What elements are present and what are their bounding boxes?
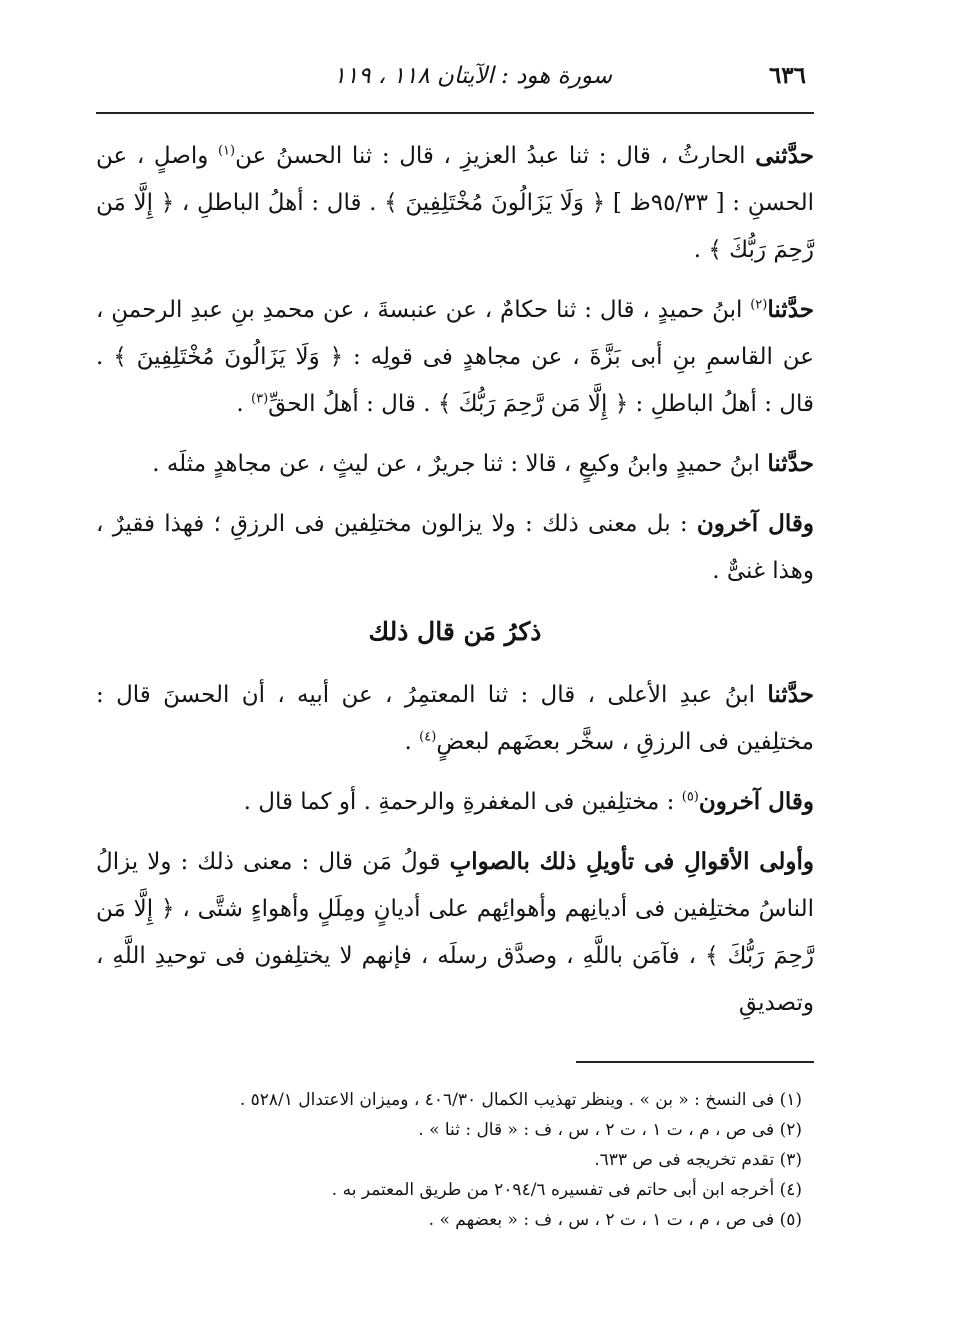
paragraph-text: ، فآمَن باللَّهِ ، وصدَّق رسلَه ، فإنهم لا يختلِفون فى توحيدِ اللَّهِ ، وتصديقِ: [96, 943, 814, 1016]
footnote-ref-5[interactable]: (٥): [681, 789, 699, 805]
footnote-ref-4[interactable]: (٤): [419, 729, 437, 745]
paragraph-1: [96, 132, 814, 274]
paragraph-text: واصلٍ ، عن الحسنِ : [ ٩٥/٣٣ظ ]: [96, 143, 814, 216]
footnotes: [96, 1085, 814, 1235]
quran-quote: ﴿ وَلَا يَزَالُونَ مُخْتَلِفِينَ ﴾: [384, 190, 606, 216]
footnote-4: (٤) أخرجه ابن أبى حاتم فى تفسيره ٢٠٩٤/٦ من طريق المعتمر به .: [331, 1180, 802, 1200]
book-page: [96, 56, 814, 1235]
running-header: [96, 56, 814, 96]
quran-quote: ﴿ إِلَّا مَن رَّحِمَ رَبُّكَ ﴾: [96, 190, 814, 263]
footnote-1: (١) فى النسخ : « بن » . وينظر تهذيب الكمال ٤٠٦/٣٠ ، وميزان الاعتدال ٥٢٨/١ .: [239, 1090, 802, 1110]
header-rule: [96, 112, 814, 114]
paragraph-text: قولُ مَن قال : معنى ذلك : ولا يزالُ الناسُ مختلِفين فى أديانِهم وأهوائِهم على أديانٍ ومِلَلٍ وأهواءٍ شتَّى ،: [96, 849, 815, 922]
paragraph-lead: حدَّثنا: [767, 681, 814, 708]
footnotes-rule: [576, 1061, 814, 1063]
paragraph-lead: حدَّثنى: [755, 142, 814, 169]
paragraph-lead: وقال آخرون: [698, 788, 814, 815]
quran-quote: ﴿ إِلَّا مَن رَّحِمَ رَبُّكَ ﴾: [96, 896, 815, 969]
section-heading: ذكرُ مَن قال ذلك: [368, 617, 542, 646]
paragraph-text: ابنُ عبدِ الأعلى ، قال : ثنا المعتمِرُ ، عن أبيه ، أن الحسنَ قال : مختلِفين فى الرزقِ ، سخَّر بعضَهم لبعضٍ: [96, 682, 814, 755]
paragraph-5: [96, 671, 814, 766]
paragraph-text: الحارثُ ، قال : ثنا عبدُ العزيزِ ، قال : ثنا الحسنُ عن: [235, 143, 756, 169]
paragraph-text: . قال : أهلُ الباطلِ ،: [174, 190, 385, 216]
footnote-2: (٢) فى ص ، م ، ت ١ ، ت ٢ ، س ، ف : « قال : ثنا » .: [418, 1120, 802, 1140]
paragraph-text: : مختلِفين فى المغفرةِ والرحمةِ . أو كما قال .: [243, 789, 682, 815]
paragraph-text: .: [236, 391, 251, 417]
main-text: [96, 132, 814, 1027]
paragraph-7: [96, 838, 814, 1027]
paragraph-text: . قال : أهلُ الحقِّ: [268, 391, 438, 417]
running-title: سورة هود : الآيتان ١١٨ ، ١١٩: [333, 63, 612, 89]
paragraph-text: . قال : أهلُ الباطلِ :: [96, 344, 814, 417]
paragraph-text: ابنُ حميدٍ وابنُ وكيعٍ ، قالا : ثنا جريرٌ ، عن ليثٍ ، عن مجاهدٍ مثلَه .: [152, 451, 768, 477]
footnote-ref-1[interactable]: (١): [217, 143, 236, 159]
quran-quote: ﴿ إِلَّا مَن رَّحِمَ رَبُّكَ ﴾: [437, 391, 629, 417]
paragraph-3: [96, 440, 814, 488]
paragraph-text: .: [693, 237, 709, 263]
paragraph-4: [96, 500, 814, 595]
footnote-ref-2[interactable]: (٢): [750, 297, 768, 313]
paragraph-6: [96, 778, 814, 826]
paragraph-lead: وأولى الأقوالِ فى تأويلِ ذلك بالصوابِ: [449, 848, 814, 875]
footnote-5: (٥) فى ص ، م ، ت ١ ، ت ٢ ، س ، ف : « بعضهم » .: [428, 1210, 802, 1230]
paragraph-text: .: [404, 729, 420, 755]
footnote-3: (٣) تقدم تخريجه فى ص ٦٣٣.: [594, 1150, 802, 1170]
quran-quote: ﴿ وَلَا يَزَالُونَ مُخْتَلِفِينَ ﴾: [113, 344, 344, 370]
page-number: ٦٣٦: [768, 62, 806, 89]
paragraph-2: [96, 286, 814, 428]
paragraph-text: : بل معنى ذلك : ولا يزالون مختلِفين فى الرزقِ ؛ فهذا فقيرٌ ، وهذا غنىٌّ .: [96, 511, 814, 584]
paragraph-lead: وقال آخرون: [696, 510, 814, 537]
footnote-ref-3[interactable]: (٣): [251, 391, 269, 407]
paragraph-lead: حدَّثنا: [767, 450, 814, 477]
paragraph-text: ابنُ حميدٍ ، قال : ثنا حكامٌ ، عن عنبسةَ ، عن محمدِ بنِ عبدِ الرحمنِ ، عن القاسمِ بنِ أبى بَزَّةَ ، عن مجاهدٍ فى قولِه :: [96, 297, 814, 370]
paragraph-lead: حدَّثنا: [767, 296, 814, 323]
